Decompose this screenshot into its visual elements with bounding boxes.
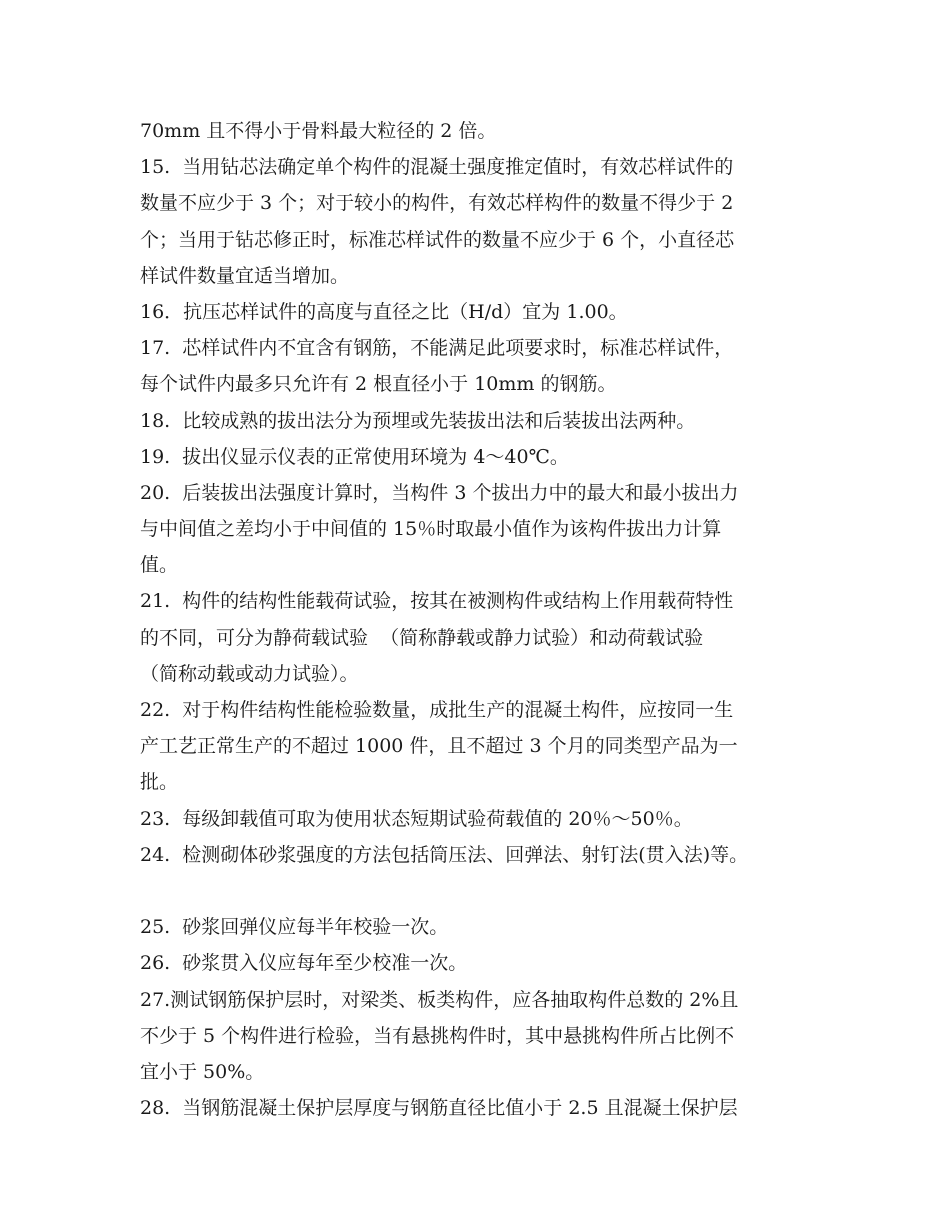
text-line: 的不同，可分为静荷载试验 （简称静载或静力试验）和动荷载试验 (140, 626, 704, 649)
text-line: 样试件数量宜适当增加。 (140, 264, 350, 287)
text-line: 批。 (140, 771, 179, 794)
text-line: 21. 构件的结构性能载荷试验，按其在被测构件或结构上作用载荷特性 (140, 590, 734, 613)
text-line: 25. 砂浆回弹仪应每半年校验一次。 (140, 916, 449, 939)
blank-line (140, 873, 830, 909)
text-line: 18. 比较成熟的拔出法分为预埋或先装拔出法和后装拔出法两种。 (140, 409, 696, 432)
text-line: 16．抗压芯样试件的高度与直径之比（H/d）宜为 1.00。 (140, 300, 628, 323)
text-line: 产工艺正常生产的不超过 1000 件，且不超过 3 个月的同类型产品为一 (140, 735, 738, 758)
text-line: 数量不应少于 3 个；对于较小的构件，有效芯样构件的数量不得少于 2 (140, 192, 734, 215)
text-line: （简称动载或动力试验）。 (140, 662, 359, 685)
text-line: 17. 芯样试件内不宜含有钢筋，不能满足此项要求时，标准芯样试件， (140, 337, 734, 360)
text-line: 宜小于 50%。 (140, 1060, 265, 1083)
text-line: 23. 每级卸载值可取为使用状态短期试验荷载值的 20％～50％。 (140, 807, 693, 830)
text-line: 个；当用于钻芯修正时，标准芯样试件的数量不应少于 6 个，小直径芯 (140, 228, 735, 251)
text-line: 27.测试钢筋保护层时，对梁类、板类构件，应各抽取构件总数的 2%且 (140, 988, 739, 1011)
text-line: 26. 砂浆贯入仪应每年至少校准一次。 (140, 952, 468, 975)
text-line: 值。 (140, 554, 179, 577)
text-line: 24. 检测砌体砂浆强度的方法包括筒压法、回弹法、射钉法(贯入法)等。 (140, 843, 749, 866)
text-line: 与中间值之差均小于中间值的 15％时取最小值作为该构件拔出力计算 (140, 518, 722, 541)
text-line: 15. 当用钻芯法确定单个构件的混凝土强度推定值时，有效芯样试件的 (140, 156, 734, 179)
text-line: 70mm 且不得小于骨料最大粒径的 2 倍。 (140, 120, 497, 142)
text-line: 20. 后装拔出法强度计算时，当构件 3 个拔出力中的最大和最小拔出力 (140, 481, 739, 504)
text-line: 19. 拔出仪显示仪表的正常使用环境为 4～40℃。 (140, 445, 569, 468)
text-line: 不少于 5 个构件进行检验，当有悬挑构件时，其中悬挑构件所占比例不 (140, 1024, 735, 1047)
text-line: 22. 对于构件结构性能检验数量，成批生产的混凝土构件，应按同一生 (140, 699, 734, 721)
text-line: 28. 当钢筋混凝土保护层厚度与钢筋直径比值小于 2.5 且混凝土保护层 (140, 1097, 738, 1120)
document-body (140, 113, 830, 1126)
text-line: 每个试件内最多只允许有 2 根直径小于 10mm 的钢筋。 (140, 373, 617, 396)
